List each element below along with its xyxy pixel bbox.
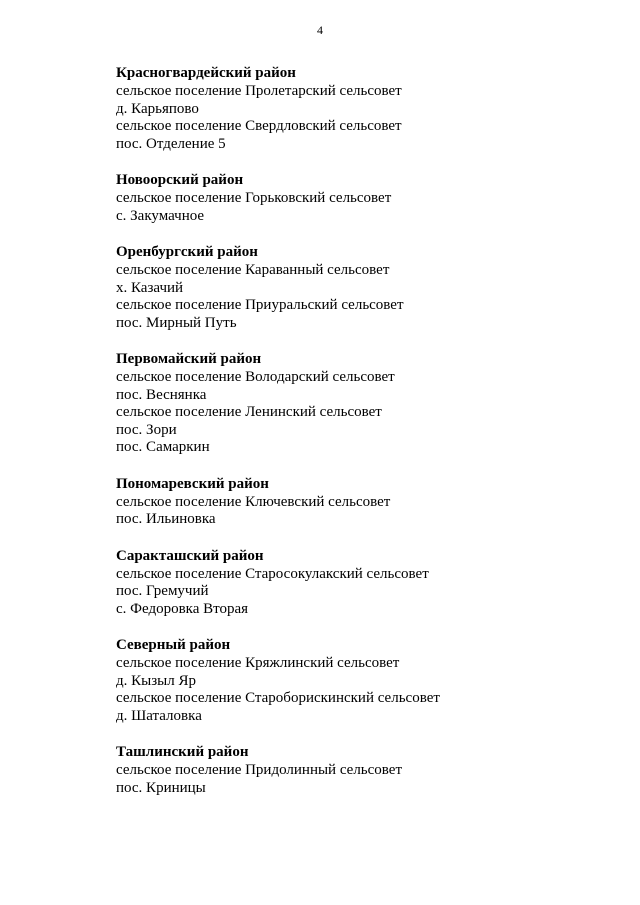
district-block — [116, 350, 616, 457]
settlement-line: д. Карьяпово — [116, 100, 199, 117]
district-block — [116, 475, 616, 529]
settlement-line: сельское поселение Кряжлинский сельсовет — [116, 655, 400, 671]
district-block — [116, 64, 616, 153]
district-block — [116, 243, 616, 332]
settlement-line: пос. Отделение 5 — [116, 135, 226, 152]
settlement-line: с. Закумачное — [116, 207, 205, 224]
district-name: Саракташский район — [116, 547, 264, 564]
district-name: Первомайский район — [116, 351, 262, 367]
settlement-line: сельское поселение Придолинный сельсовет — [116, 762, 403, 778]
settlement-line: с. Федоровка Вторая — [116, 600, 249, 617]
district-list — [116, 64, 616, 815]
district-block — [116, 743, 616, 797]
settlement-line: сельское поселение Караванный сельсовет — [116, 262, 390, 278]
settlement-line: сельское поселение Володарский сельсовет — [116, 369, 395, 385]
settlement-line: сельское поселение Приуральский сельсовет — [116, 297, 404, 313]
settlement-line: сельское поселение Староборискинский сельсовет — [116, 690, 440, 706]
settlement-line: сельское поселение Пролетарский сельсовет — [116, 83, 402, 99]
district-name: Оренбургский район — [116, 244, 258, 260]
settlement-line: сельское поселение Свердловский сельсовет — [116, 118, 402, 134]
settlement-line: х. Казачий — [116, 279, 184, 296]
district-name: Красногвардейский район — [116, 65, 296, 81]
settlement-line: сельское поселение Старосокулакский сельсовет — [116, 565, 429, 582]
settlement-line: сельское поселение Ключевский сельсовет — [116, 493, 391, 510]
settlement-line: пос. Ильиновка — [116, 511, 216, 527]
settlement-line: пос. Гремучий — [116, 583, 209, 599]
page-number: 4 — [317, 23, 323, 37]
district-block — [116, 171, 616, 225]
settlement-line: д. Шаталовка — [116, 707, 202, 724]
settlement-line: сельское поселение Ленинский сельсовет — [116, 404, 382, 420]
settlement-line: сельское поселение Горьковский сельсовет — [116, 190, 392, 206]
district-name: Ташлинский район — [116, 744, 249, 760]
district-name: Новоорский район — [116, 172, 244, 188]
district-name: Северный район — [116, 637, 231, 653]
district-name: Пономаревский район — [116, 475, 269, 492]
settlement-line: д. Кызыл Яр — [116, 672, 196, 689]
settlement-line: пос. Зори — [116, 421, 177, 438]
settlement-line: пос. Мирный Путь — [116, 314, 237, 331]
settlement-line: пос. Самаркин — [116, 439, 210, 455]
district-block — [116, 636, 616, 725]
district-block — [116, 547, 616, 619]
settlement-line: пос. Веснянка — [116, 386, 207, 403]
settlement-line: пос. Криницы — [116, 779, 206, 796]
